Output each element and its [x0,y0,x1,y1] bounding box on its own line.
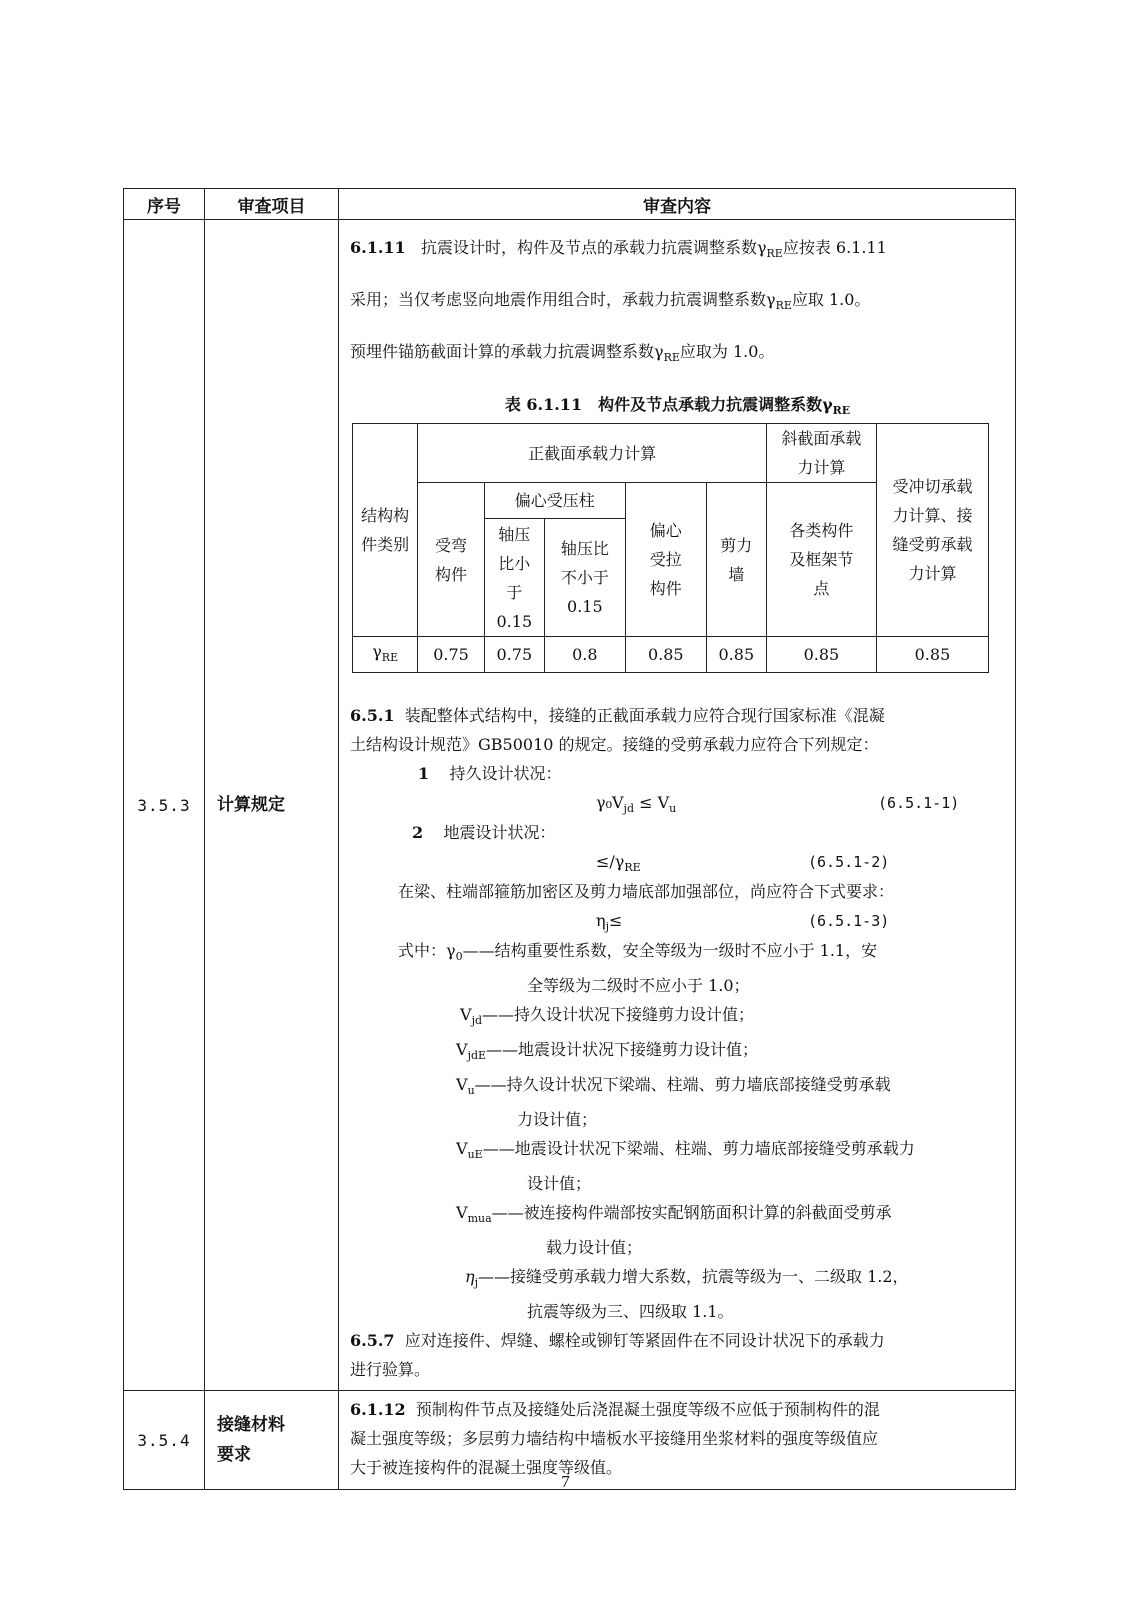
table-row [124,220,1016,1391]
subscript: jd [471,1014,483,1027]
h-ecc-col: 偏心受压柱 [484,483,625,519]
definition-text: 设计值； [527,1174,592,1193]
subscript: j [605,920,610,933]
clause-text: 装配整体式结构中，接缝的正截面承载力应符合现行国家标准《混凝 [404,706,885,725]
subscript: RE [775,299,792,312]
definition-text: ——地震设计状况下梁端、柱端、剪力墙底部接缝受剪承载力 [482,1139,915,1158]
definition-text: 载力设计值； [546,1238,643,1257]
symbol: V [456,1075,468,1094]
row-item-line: 要求 [217,1445,251,1465]
formula-3 [350,906,1005,936]
clause-number: 6.1.11 [350,238,406,257]
formula-text: ≤/γ [596,852,625,871]
clause-number: 6.1.12 [350,1400,406,1419]
subscript: u [669,802,677,815]
value-cell: 0.85 [766,637,876,673]
h-normal: 正截面承载力计算 [418,424,767,483]
subscript: RE [624,861,641,874]
cell-text: 受冲切承载力计算、接缝受剪承载力计算 [892,477,973,583]
caption-text: 表 6.1.11 构件及节点承载力抗震调整系数γ [504,395,833,414]
subscript: jd [623,802,634,815]
definition-text: 抗震等级为三、四级取 1.1。 [527,1302,734,1321]
subscript: j [474,1276,479,1289]
item-text: 持久设计状况： [449,764,562,783]
value-cell: 0.85 [706,637,766,673]
h-struct [353,424,418,637]
formula-text: η [596,911,606,930]
formula-text: ≤ [609,911,623,930]
clause-text: 应按表 6.1.11 [782,238,887,257]
h-oblique [766,424,876,483]
item-number: 2 [412,823,424,842]
clause-text: 抗震设计时，构件及节点的承载力抗震调整系数γ [420,238,767,257]
subscript: mua [467,1212,492,1225]
clause-6-5-1 [350,701,1005,1326]
symbol: γ [446,941,456,960]
subscript: uE [467,1148,483,1161]
h-shear-wall [706,483,766,637]
formula-1 [350,788,1005,818]
formula-text: γ₀V [596,793,624,812]
cell-text: 剪力墙 [720,535,753,584]
formula-text: ≤ V [633,793,670,812]
h-axial-ge [544,519,625,637]
clause-text: 凝土强度等级；多层剪力墙结构中墙板水平接缝用坐浆材料的强度等级值应 [350,1429,879,1448]
coefficient-table [352,423,989,673]
symbol: η [465,1267,475,1286]
subscript: 0 [455,950,463,963]
equation-number: (6.5.1-2) [808,853,890,871]
cell-text: 斜截面承载力计算 [781,429,862,477]
table-caption [350,392,1005,417]
where-label: 式中： [398,941,447,960]
value-cell: 0.8 [544,637,625,673]
h-axial-lt [484,519,544,637]
row-seq: 3.5.4 [124,1391,205,1490]
h-punch [876,424,988,637]
definition-text: ——结构重要性系数，安全等级为一级时不应小于 1.1，安 [462,941,878,960]
cell-text: 偏心受拉构件 [649,521,682,598]
formula-2 [350,847,1005,877]
header-item: 审查项目 [205,189,339,220]
symbol: V [456,1139,468,1158]
header-content: 审查内容 [339,189,1016,220]
clause-6-5-7 [350,1326,1005,1384]
symbol: V [460,1005,472,1024]
cell-text: 轴压比不小于 0.15 [560,539,609,616]
value-row [353,637,989,673]
clause-text: 在梁、柱端部箍筋加密区及剪力墙底部加强部位，尚应符合下式要求： [398,882,895,901]
row-item-line: 接缝材料 [217,1415,285,1435]
row-label [353,637,418,673]
cell-text: 受弯构件 [435,535,468,584]
clause-text: 预埋件锚筋截面计算的承载力抗震调整系数γ [350,342,664,361]
definition-text: 力设计值； [517,1110,598,1129]
definition-text: 全等级为二级时不应小于 1.0； [527,976,750,995]
clause-text: 应对连接件、焊缝、螺栓或铆钉等紧固件在不同设计状况下的承载力 [404,1331,885,1350]
clause-text: 土结构设计规范》GB50010 的规定。接缝的受剪承载力应符合下列规定： [350,735,879,754]
value-cell: 0.85 [876,637,988,673]
definition-text: ——接缝受剪承载力增大系数，抗震等级为一、二级取 1.2， [478,1267,909,1286]
subscript: RE [381,651,399,664]
value-cell: 0.75 [418,637,484,673]
clause-text: 应取为 1.0。 [679,342,775,361]
cell-text: γ [372,642,382,661]
h-bend [418,483,484,637]
clause-6-1-11 [350,232,1005,374]
header-seq: 序号 [124,189,205,220]
clause-text: 应取 1.0。 [791,290,871,309]
subscript: RE [832,404,851,417]
definition-text: ——地震设计状况下接缝剪力设计值； [486,1040,759,1059]
symbol-definitions [350,936,1005,1326]
item-text: 地震设计状况： [443,823,556,842]
cell-text: 各类构件及框架节点 [789,521,854,598]
row-seq: 3.5.3 [124,220,205,1391]
clause-text: 大于被连接构件的混凝土强度等级值。 [350,1458,623,1477]
subscript: u [467,1084,475,1097]
row-content [339,220,1016,1391]
symbol: V [456,1203,468,1222]
clause-text: 进行验算。 [350,1360,431,1379]
symbol: V [456,1040,468,1059]
equation-number: (6.5.1-1) [878,794,960,812]
h-all-members [766,483,876,637]
clause-number: 6.5.7 [350,1331,395,1350]
clause-text: 采用；当仅考虑竖向地震作用组合时，承载力抗震调整系数γ [350,290,776,309]
value-cell: 0.85 [625,637,706,673]
subscript: RE [766,247,783,260]
clause-number: 6.5.1 [350,706,395,725]
definition-text: ——持久设计状况下接缝剪力设计值； [482,1005,755,1024]
review-table [123,188,1016,1490]
cell-text: 轴压比小于 0.15 [496,524,533,631]
page-number: 7 [561,1472,570,1491]
row-item: 计算规定 [205,220,339,1391]
subscript: RE [663,351,680,364]
clause-text: 预制构件节点及接缝处后浇混凝土强度等级不应低于预制构件的混 [415,1400,880,1419]
subscript: jdE [467,1049,487,1062]
item-number: 1 [418,764,430,783]
equation-number: (6.5.1-3) [808,912,890,930]
definition-text: ——持久设计状况下梁端、柱端、剪力墙底部接缝受剪承载 [474,1075,891,1094]
value-cell: 0.75 [484,637,544,673]
cell-text: 结构构件类别 [361,506,410,554]
table-header-row [124,189,1016,220]
definition-text: ——被连接构件端部按实配钢筋面积计算的斜截面受剪承 [491,1203,892,1222]
h-ecc-tension [625,483,706,637]
